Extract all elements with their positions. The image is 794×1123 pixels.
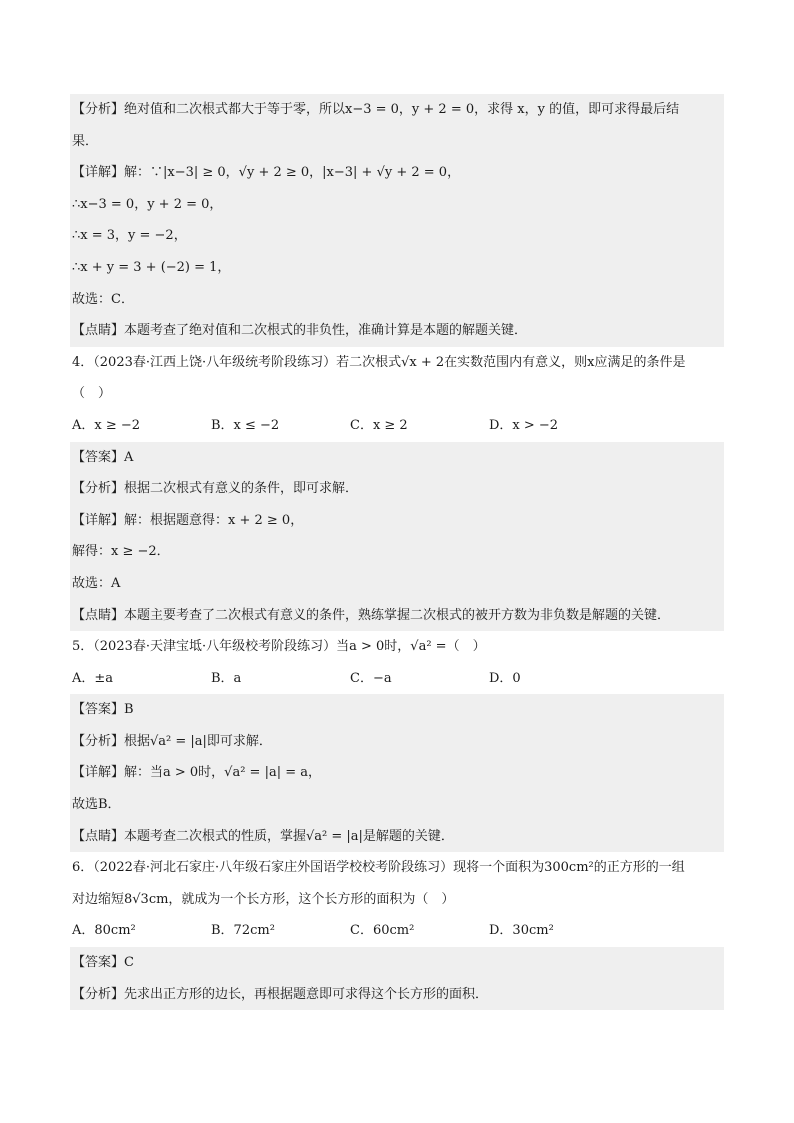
q3-comment: 【点睛】本题考查了绝对值和二次根式的非负性，准确计算是本题的解题关键． <box>70 315 724 347</box>
q5-comment: 【点睛】本题考查二次根式的性质，掌握√a² = |a|是解题的关键． <box>70 821 724 853</box>
option-c: C．60cm² <box>350 923 415 939</box>
q3-detail-3: ∴x = 3，y = −2， <box>70 220 724 252</box>
option-b: B．72cm² <box>211 923 275 939</box>
q5-detail: 【详解】解：当a > 0时，√a² = |a| = a， <box>70 757 724 789</box>
option-a: A．80cm² <box>72 923 136 939</box>
q4-detail-2: 解得：x ≥ −2． <box>70 536 724 568</box>
option-b: B．x ≤ −2 <box>211 417 280 433</box>
q4-options <box>70 410 724 442</box>
q3-analysis-1: 【分析】绝对值和二次根式都大于等于零，所以x−3 = 0，y + 2 = 0，求得 x，y 的值，即可求得最后结 <box>70 94 724 126</box>
q3-analysis-2: 果． <box>70 126 724 158</box>
q4-comment: 【点睛】本题主要考查了二次根式有意义的条件，熟练掌握二次根式的被开方数为非负数是解题的关键． <box>70 600 724 632</box>
q4-stem-2: （ ） <box>72 386 112 402</box>
q3-detail-1: 【详解】解：∵|x−3| ≥ 0，√y + 2 ≥ 0，|x−3| + √y + 2 = 0， <box>70 157 724 189</box>
q5-analysis: 【分析】根据√a² = |a|即可求解． <box>70 726 724 758</box>
q6-stem-1: 6．（2022春·河北石家庄·八年级石家庄外国语学校校考阶段练习）现将一个面积为300cm²的正方形的一组 <box>72 860 685 876</box>
q4-choice: 故选：A <box>70 568 724 600</box>
q4-answer: 【答案】A <box>70 442 724 474</box>
q6-answer: 【答案】C <box>70 947 724 979</box>
q3-detail-2: ∴x−3 = 0，y + 2 = 0， <box>70 189 724 221</box>
q6-analysis: 【分析】先求出正方形的边长，再根据题意即可求得这个长方形的面积． <box>70 979 724 1011</box>
option-d: D．0 <box>489 670 521 686</box>
q4-detail-1: 【详解】解：根据题意得：x + 2 ≥ 0， <box>70 505 724 537</box>
q4-analysis: 【分析】根据二次根式有意义的条件，即可求解． <box>70 473 724 505</box>
q5-choice: 故选B． <box>70 789 724 821</box>
q6-options <box>70 915 724 947</box>
option-a: A．±a <box>72 670 114 686</box>
q6-stem-2: 对边缩短8√3cm，就成为一个长方形，这个长方形的面积为（ ） <box>72 891 455 907</box>
option-c: C．x ≥ 2 <box>350 417 408 433</box>
q4-stem-1: 4．（2023春·江西上饶·八年级统考阶段练习）若二次根式√x + 2在实数范围内有意义，则x应满足的条件是 <box>72 354 686 370</box>
document-page <box>70 94 724 1010</box>
option-b: B．a <box>211 670 242 686</box>
option-d: D．30cm² <box>489 923 554 939</box>
q5-answer: 【答案】B <box>70 694 724 726</box>
q3-choice: 故选：C． <box>70 284 724 316</box>
option-a: A．x ≥ −2 <box>72 417 141 433</box>
q5-stem: 5．（2023春·天津宝坻·八年级校考阶段练习）当a > 0时，√a² =（ ） <box>72 639 486 655</box>
option-d: D．x > −2 <box>489 417 559 433</box>
option-c: C．−a <box>350 670 392 686</box>
q3-detail-4: ∴x + y = 3 + (−2) = 1， <box>70 252 724 284</box>
q5-options <box>70 663 724 695</box>
